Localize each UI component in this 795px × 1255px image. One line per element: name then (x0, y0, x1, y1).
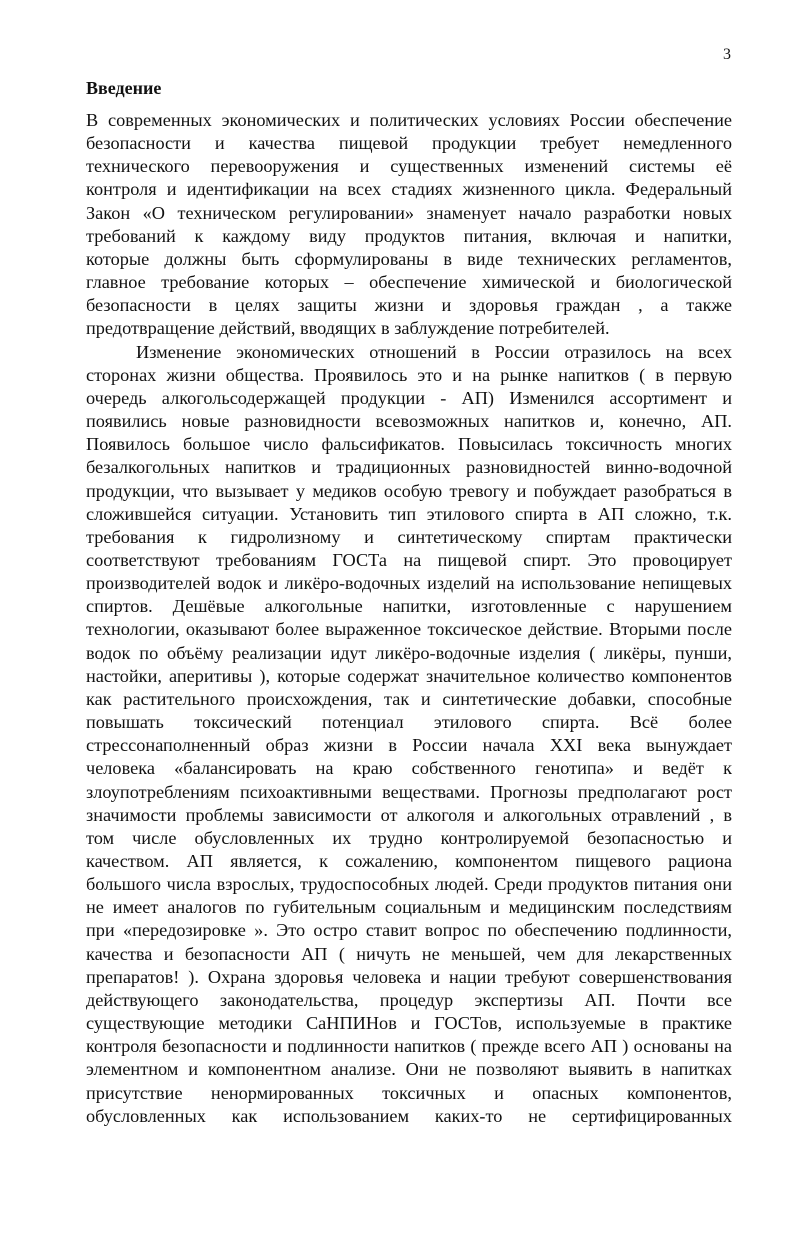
text-line: обусловленных как использованием каких-то не сертифицированных (86, 1105, 732, 1126)
text-line: большого числа взрослых, трудоспособных людей. Среди продуктов питания они (86, 874, 732, 895)
body-text (86, 109, 732, 1128)
page-number: 3 (723, 46, 731, 63)
text-line: Изменение экономических отношений в России отразилось на всех (136, 341, 732, 362)
text-line: стрессонаполненный образ жизни в России начала XXI века вынуждает (86, 735, 732, 756)
text-line: безалкогольных напитков и традиционных разновидностей винно-водочной (86, 457, 732, 478)
text-line: действующего законодательства, процедур экспертизы АП. Почти все (86, 989, 732, 1010)
text-line: сторонах жизни общества. Проявилось это и на рынке напитков ( в первую (86, 364, 732, 385)
text-line: технологии, оказывают более выраженное токсическое действие. Вторыми после (86, 619, 732, 640)
text-line: производителей водок и ликёро-водочных изделий на использование непищевых (86, 573, 732, 594)
text-line: В современных экономических и политических условиях России обеспечение (86, 110, 732, 130)
paragraph (86, 341, 732, 1128)
text-line: сложившейся ситуации. Установить тип этилового спирта в АП сложно, т.к. (86, 503, 732, 524)
text-line: злоупотреблениям психоактивными веществами. Прогнозы предполагают рост (86, 781, 732, 802)
text-line: водок по объёму реализации идут ликёро-водочные изделия ( ликёры, пунши, (86, 642, 732, 663)
text-line: при «передозировке ». Это остро ставит вопрос по обеспечению подлинности, (86, 920, 732, 941)
text-line: существующие методики СаНПИНов и ГОСТов, используемые в практике (86, 1013, 732, 1034)
text-line: спиртов. Дешёвые алкогольные напитки, изготовленные с нарушением (86, 596, 732, 617)
text-line: настойки, аперитивы ), которые содержат значительное количество компонентов (86, 665, 732, 686)
text-line: требований к каждому виду продуктов питания, включая и напитки, (86, 225, 732, 246)
text-line: появились новые разновидности всевозможных напитков и, конечно, АП. (86, 411, 732, 432)
text-line: продукции, что вызывает у медиков особую тревогу и побуждает разобраться в (86, 480, 732, 501)
text-line: безопасности и качества пищевой продукции требует немедленного (86, 133, 732, 154)
text-line: главное требование которых – обеспечение химической и биологической (86, 272, 732, 293)
text-line: том числе обусловленных их трудно контролируемой безопасностью и (86, 827, 732, 848)
text-line: требования к гидролизному и синтетическому спиртам практически (86, 526, 732, 547)
paragraph (86, 109, 732, 341)
text-line: качества и безопасности АП ( ничуть не меньшей, чем для лекарственных (86, 943, 732, 964)
text-line: как растительного происхождения, так и синтетические добавки, способные (86, 688, 732, 709)
text-line: качеством. АП является, к сожалению, компонентом пищевого рациона (86, 851, 732, 871)
section-heading: Введение (86, 78, 162, 98)
text-line: очередь алкогольсодержащей продукции - АП) Изменился ассортимент и (86, 387, 732, 408)
text-line: препаратов! ). Охрана здоровья человека и нации требуют совершенствования (86, 966, 732, 987)
text-line: человека «балансировать на краю собственного генотипа» и ведёт к (86, 758, 732, 779)
text-line: значимости проблемы зависимости от алкоголя и алкогольных отравлений , в (86, 804, 732, 825)
text-line: контроля и идентификации на всех стадиях жизненного цикла. Федеральный (86, 179, 732, 200)
text-line: предотвращение действий, вводящих в заблуждение потребителей. (86, 318, 610, 339)
text-line: безопасности в целях защиты жизни и здоровья граждан , а также (86, 295, 732, 316)
text-line: элементном и компонентном анализе. Они не позволяют выявить в напитках (86, 1059, 732, 1080)
text-line: Закон «О техническом регулировании» знаменует начало разработки новых (86, 202, 732, 223)
text-line: Появилось большое число фальсификатов. Повысилась токсичность многих (86, 434, 732, 455)
text-line: контроля безопасности и подлинности напитков ( прежде всего АП ) основаны на (86, 1036, 732, 1057)
text-line: не имеет аналогов по губительным социальным и медицинским последствиям (86, 897, 732, 918)
text-line: повышать токсический потенциал этилового спирта. Всё более (86, 712, 732, 733)
text-line: технического перевооружения и существенных изменений системы её (86, 156, 732, 177)
text-line: соответствуют требованиям ГОСТа на пищевой спирт. Это провоцирует (86, 549, 732, 570)
text-line: присутствие ненормированных токсичных и опасных компонентов, (86, 1082, 732, 1103)
text-line: которые должны быть сформулированы в виде технических регламентов, (86, 248, 732, 269)
